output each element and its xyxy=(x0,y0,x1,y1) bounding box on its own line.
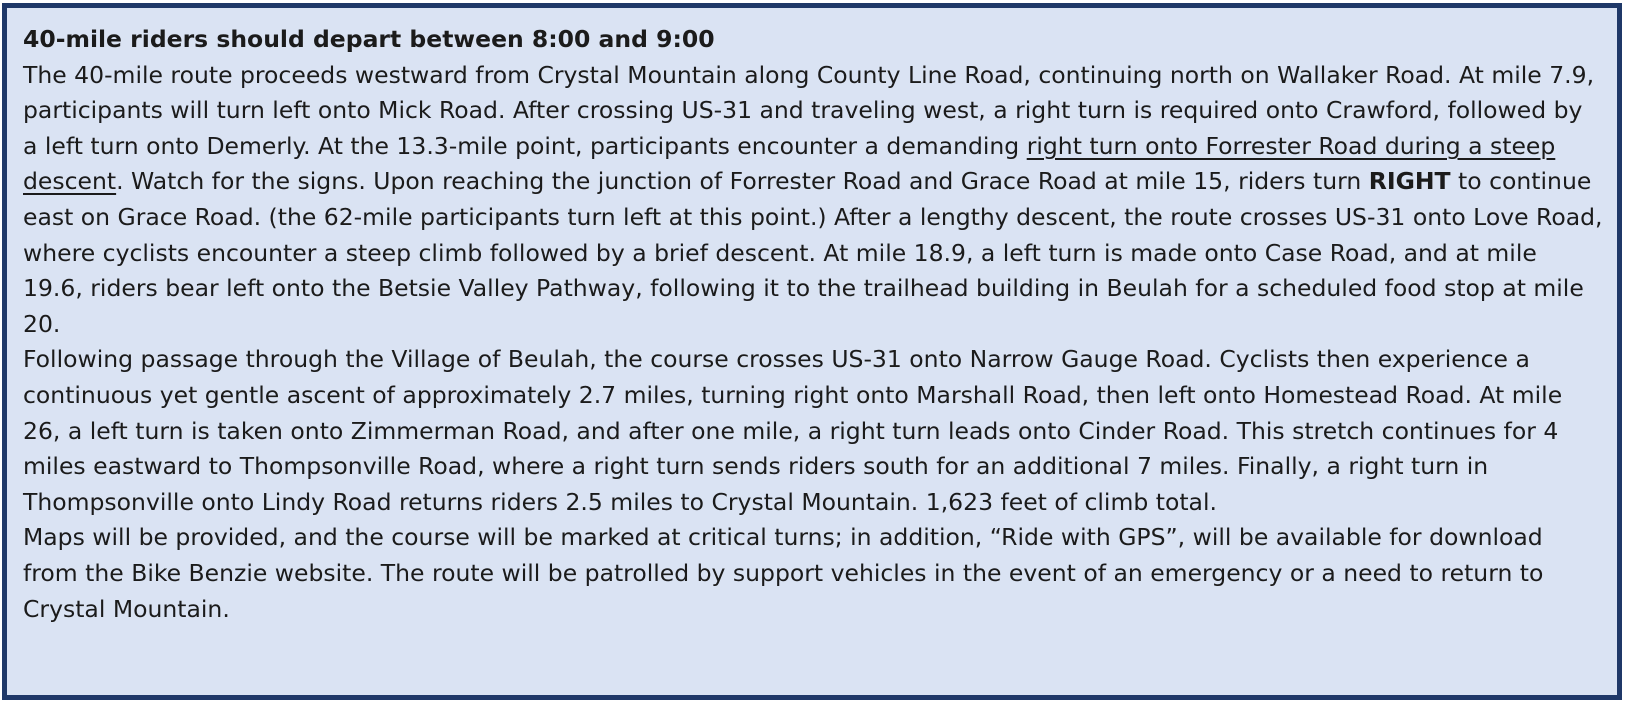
route-paragraph-1-text-b: . Watch for the signs. Upon reaching the junction of Forrester Road and Grace Road at mile 15, riders turn xyxy=(116,167,1369,196)
route-paragraph-3: Maps will be provided, and the course will be marked at critical turns; in addition, “Ride with GPS”, will be available for download from the Bike Benzie website. The route will be patrolled by support vehicles in the event of an emergency or a need to return to Crystal Mountain. xyxy=(23,523,1544,623)
route-title: 40-mile riders should depart between 8:00 and 9:00 xyxy=(23,25,715,53)
route-paragraph-2: Following passage through the Village of Beulah, the course crosses US-31 onto Narrow Gauge Road. Cyclists then experience a continuous yet gentle ascent of approximately 2.7 miles, turning right onto Marshall Road, then left onto Homestead Road. At mile 26, a left turn is taken onto Zimmerman Road, and after one mile, a right turn leads onto Cinder Road. This stretch continues for 4 miles eastward to Thompsonville Road, where a right turn sends riders south for an additional 7 miles. Finally, a right turn in Thompsonville onto Lindy Road returns riders 2.5 miles to Crystal Mountain. 1,623 feet of climb total. xyxy=(23,345,1563,516)
route-description-panel xyxy=(2,3,1622,700)
route-paragraph-1 xyxy=(23,58,1603,343)
route-paragraph-1-text-a: The 40-mile route proceeds westward from Crystal Mountain along County Line Road, continuing north on Wallaker Road. At mile 7.9, participants will turn left onto Mick Road. After crossing US-31 and traveling west, a right turn is required onto Crawford, followed by a left turn onto Demerly. At the 13.3-mile point, participants encounter a demanding xyxy=(23,60,1595,160)
steep-descent-warning: right turn onto Forrester Road during a steep descent xyxy=(23,131,1556,196)
route-paragraph-1-text-c: to continue east on Grace Road. (the 62-mile participants turn left at this point.) After a lengthy descent, the route crosses US-31 onto Love Road, where cyclists encounter a steep climb followed by a brief descent. At mile 18.9, a left turn is made onto Case Road, and at mile 19.6, riders bear left onto the Betsie Valley Pathway, following it to the trailhead building in Beulah for a scheduled food stop at mile 20. xyxy=(23,167,1603,338)
turn-direction-emphasis: RIGHT xyxy=(1368,167,1451,196)
